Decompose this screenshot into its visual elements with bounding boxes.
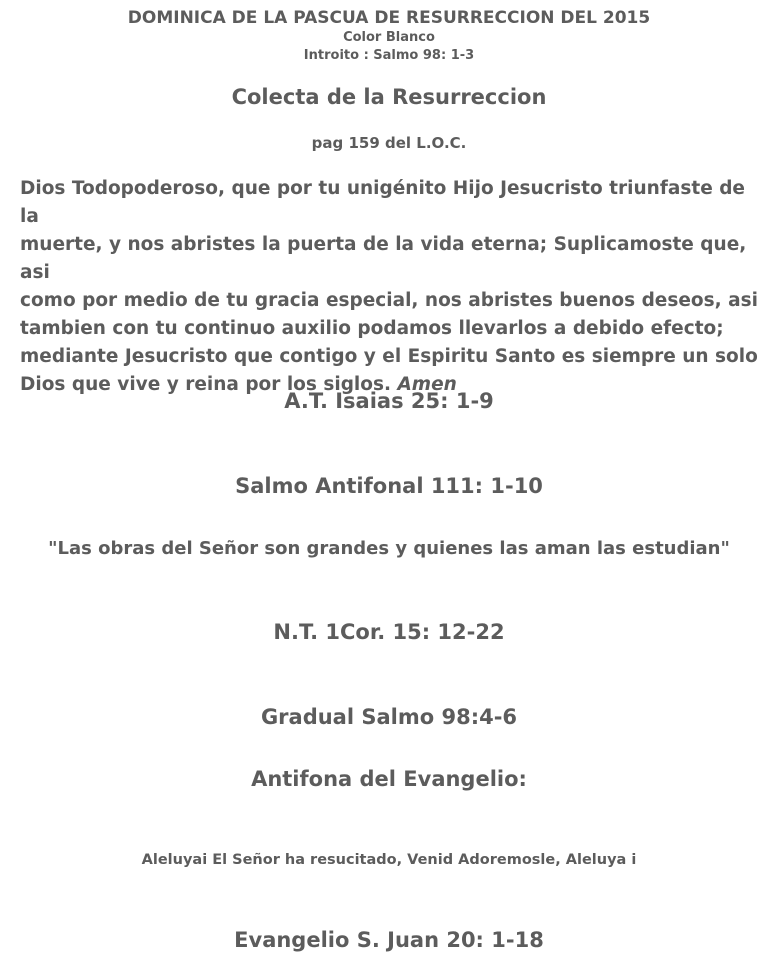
new-testament-reading: N.T. 1Cor. 15: 12-22 [273,620,505,644]
collect-prayer [20,175,760,399]
collect-amen: Amen [397,374,457,395]
old-testament-reading: A.T. Isaias 25: 1-9 [284,389,494,413]
introit-reference: Introito : Salmo 98: 1-3 [303,48,475,63]
collect-prayer-text: Dios Todopoderoso, que por tu unigénito Hijo Jesucristo triunfaste de la muerte, y nos abristes la puerta de la vida eterna; Suplicamoste que, asi como por medio de tu gracia especial, nos abristes buenos deseos, asi tambien con tu continuo auxilio podamos llevarlos a debido efecto; mediante Jesucristo que contigo y el Espiritu Santo es siempre un solo Dios que vive y reina por los siglos. [20,178,758,395]
collect-heading: Colecta de la Resurreccion [231,85,547,109]
collect-page-reference: pag 159 del L.O.C. [311,134,467,152]
gospel-reading: Evangelio S. Juan 20: 1-18 [234,928,544,952]
gradual-psalm: Gradual Salmo 98:4-6 [260,705,518,729]
gospel-antiphon-heading: Antifona del Evangelio: [251,767,527,791]
antiphonal-psalm: Salmo Antifonal 111: 1-10 [235,474,543,498]
gospel-antiphon-text: Aleluyai El Señor ha resucitado, Venid Adoremosle, Aleluya i [141,852,637,868]
document-title: DOMINICA DE LA PASCUA DE RESURRECCION DEL 2015 [127,8,651,28]
psalm-antiphon-quote: "Las obras del Señor son grandes y quienes las aman las estudian" [48,538,730,559]
liturgical-color: Color Blanco [343,30,435,45]
